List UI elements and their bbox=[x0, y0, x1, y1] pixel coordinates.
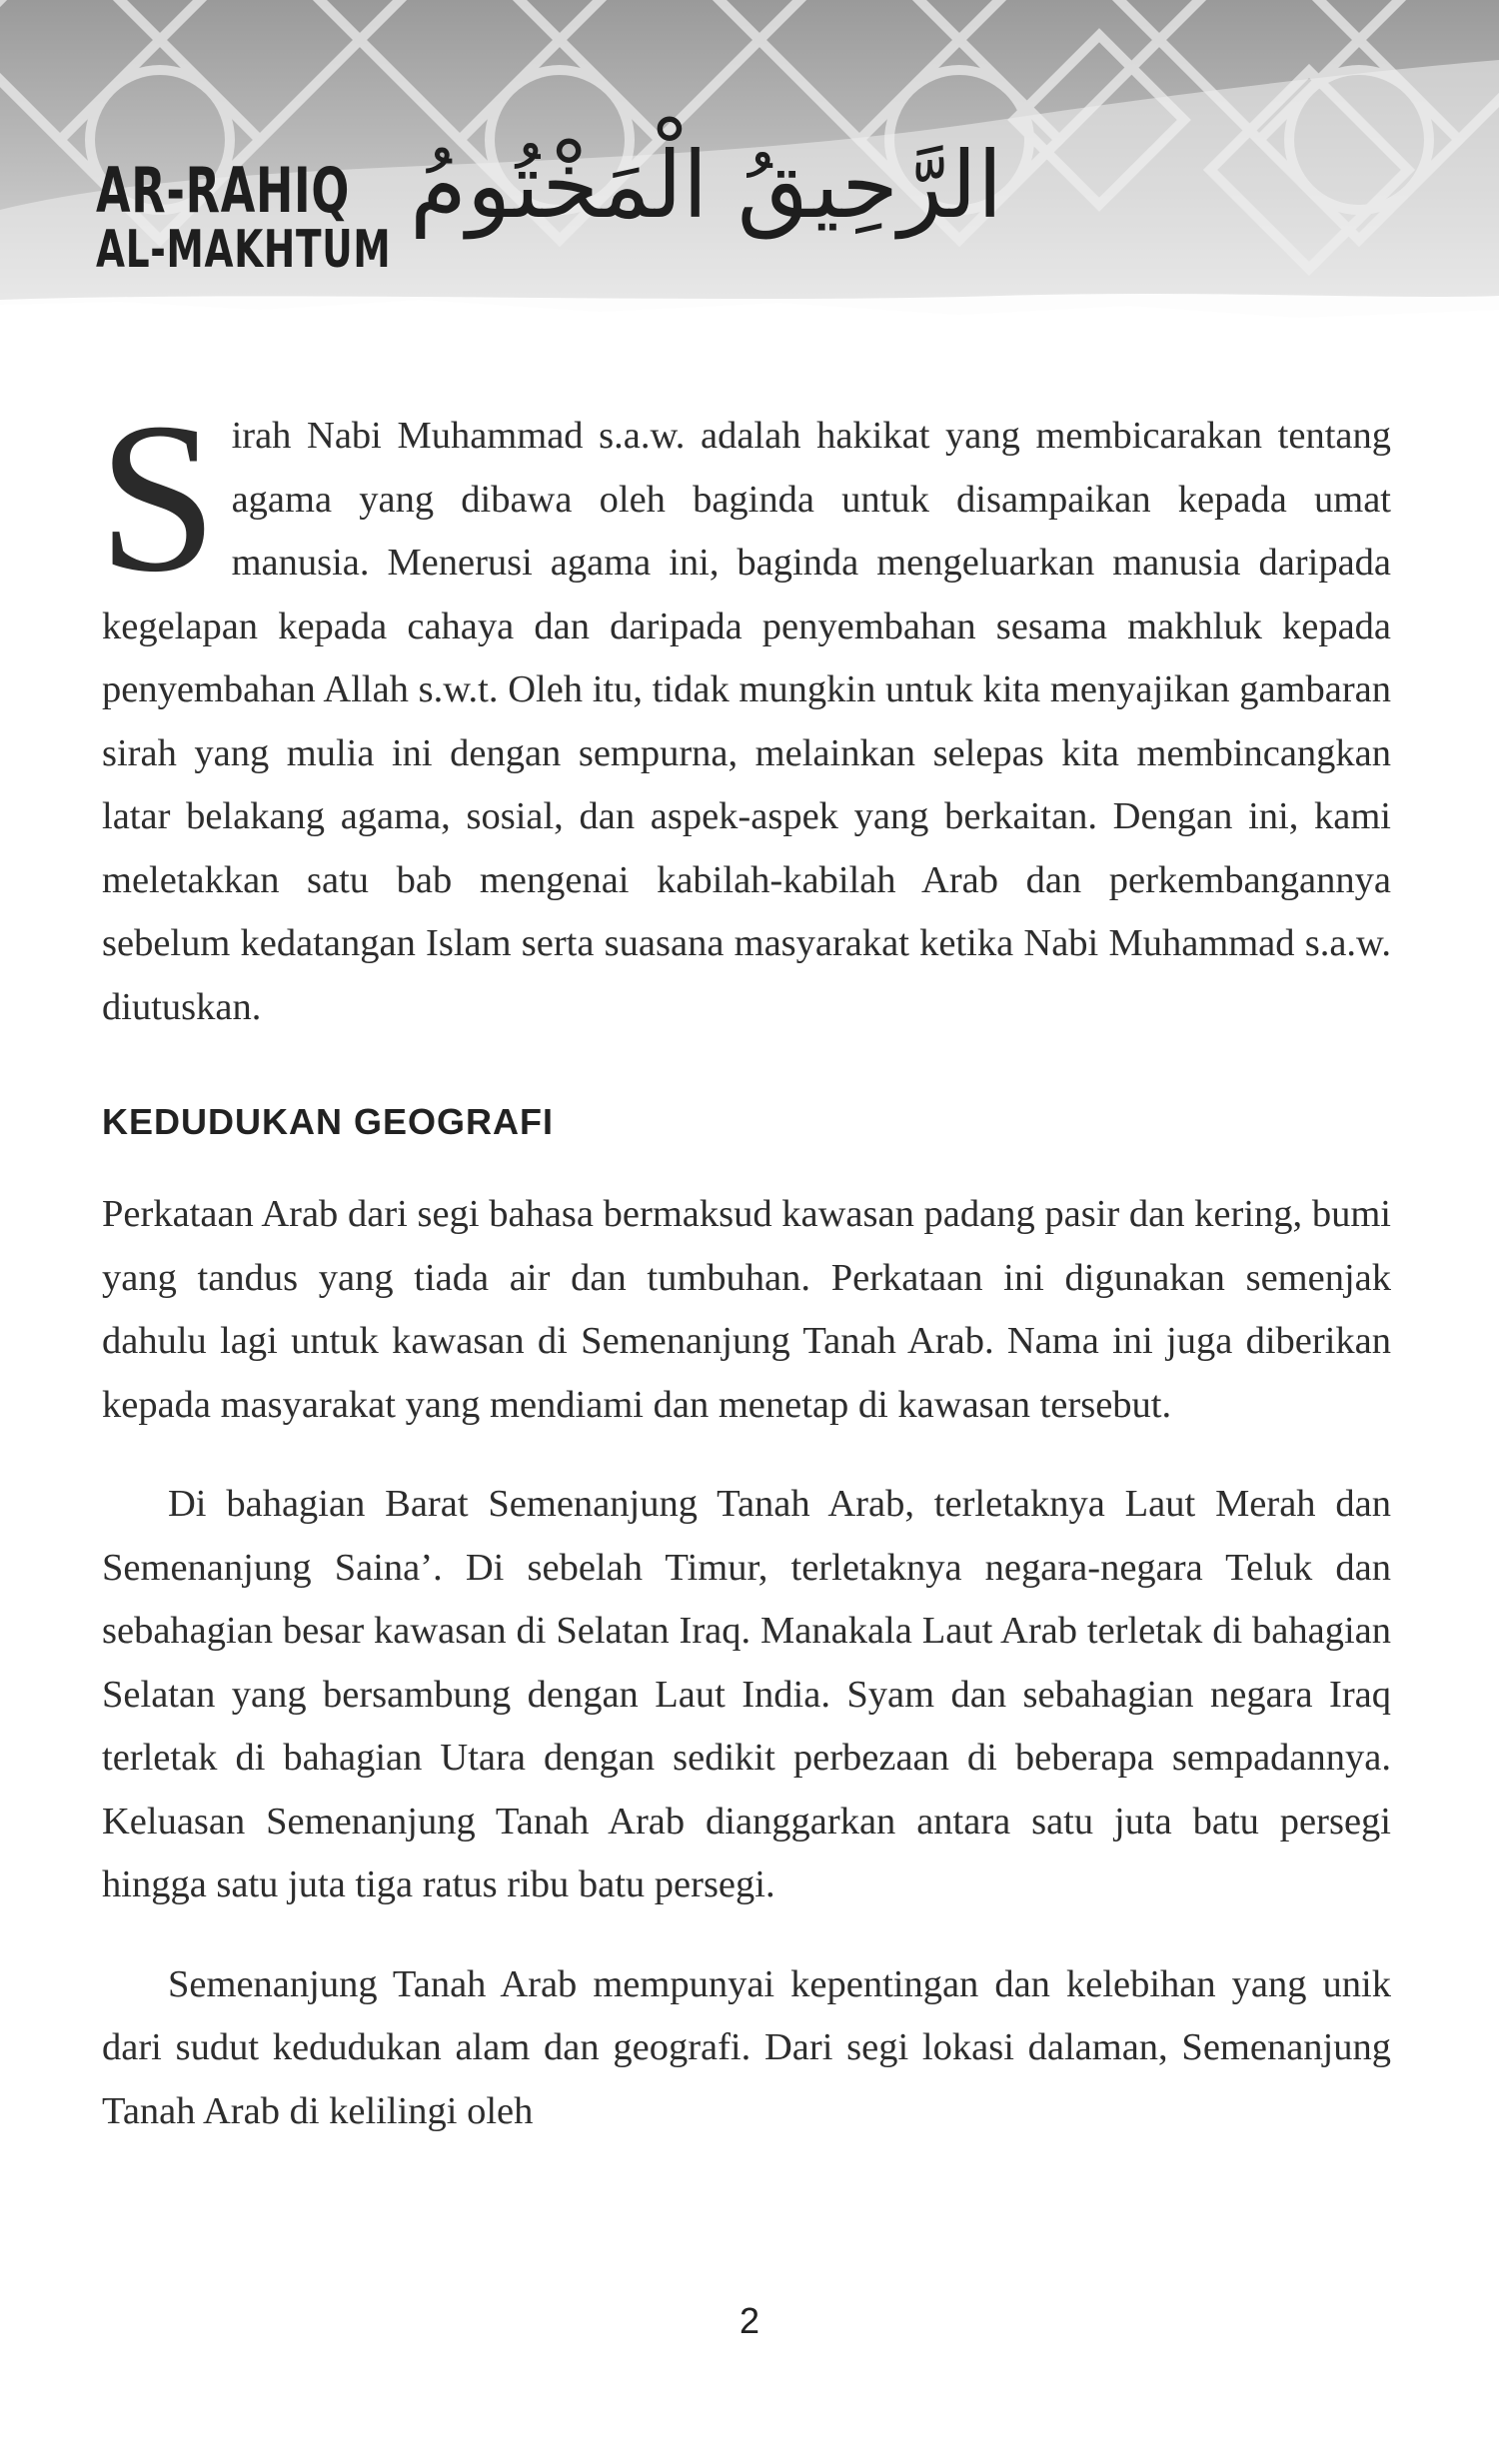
book-title-line1: AR-RAHIQ bbox=[96, 154, 351, 227]
book-title-line2: AL-MAKHTUM bbox=[96, 220, 392, 280]
book-title-latin bbox=[96, 154, 392, 280]
drop-cap: S bbox=[98, 378, 218, 616]
book-title-arabic: الرَّحِيقُ الْمَخْتُومُ bbox=[410, 132, 1003, 239]
page-number: 2 bbox=[739, 2300, 760, 2341]
intro-paragraph bbox=[98, 378, 1391, 1039]
intro-text: irah Nabi Muhammad s.a.w. adalah hakikat yang membicarakan tentang agama yang dibawa oleh baginda untuk disampaikan kepada umat manusia. Menerusi agama ini, baginda mengeluarkan manusia daripada kegelapan kepada cahaya dan daripada penyembahan sesama makhluk kepada penyembahan Allah s.w.t. Oleh itu, tidak mungkin untuk kita menyajikan gambaran sirah yang mulia ini dengan sempurna, melainkan selepas kita membincangkan latar belakang agama, sosial, dan aspek-aspek yang berkaitan. Dengan ini, kami meletakkan satu bab mengenai kabilah-kabilah Arab dan perkembangannya sebelum kedatangan Islam serta suasana masyarakat ketika Nabi Muhammad s.a.w. diutuskan. bbox=[102, 415, 1391, 1028]
section-heading: KEDUDUKAN GEOGRAFI bbox=[102, 1101, 555, 1142]
section-paragraph-2: Di bahagian Barat Semenanjung Tanah Arab, terletaknya Laut Merah dan Semenanjung Saina’. Di sebelah Timur, terletaknya negara-negara Teluk dan sebahagian besar kawasan di Selatan Iraq. Manakala Laut Arab terletak di bahagian Selatan yang bersambung dengan Laut India. Syam dan sebahagian negara Iraq terletak di bahagian Utara dengan sedikit perbezaan di beberapa sempadannya. Keluasan Semenanjung Tanah Arab dianggarkan antara satu juta batu persegi hingga satu juta tiga ratus ribu batu persegi. bbox=[102, 1483, 1391, 1905]
section-paragraph-3: Semenanjung Tanah Arab mempunyai kepentingan dan kelebihan yang unik dari sudut kedudukan alam dan geografi. Dari segi lokasi dalaman, Semenanjung Tanah Arab di kelilingi oleh bbox=[102, 1962, 1391, 2132]
section-paragraph-1: Perkataan Arab dari segi bahasa bermaksud kawasan padang pasir dan kering, bumi yang tandus yang tiada air dan tumbuhan. Perkataan ini digunakan semenjak dahulu lagi untuk kawasan di Semenanjung Tanah Arab. Nama ini juga diberikan kepada masyarakat yang mendiami dan menetap di kawasan tersebut. bbox=[102, 1193, 1391, 1426]
page-header-banner bbox=[0, 0, 1499, 330]
page-body bbox=[98, 378, 1391, 2143]
